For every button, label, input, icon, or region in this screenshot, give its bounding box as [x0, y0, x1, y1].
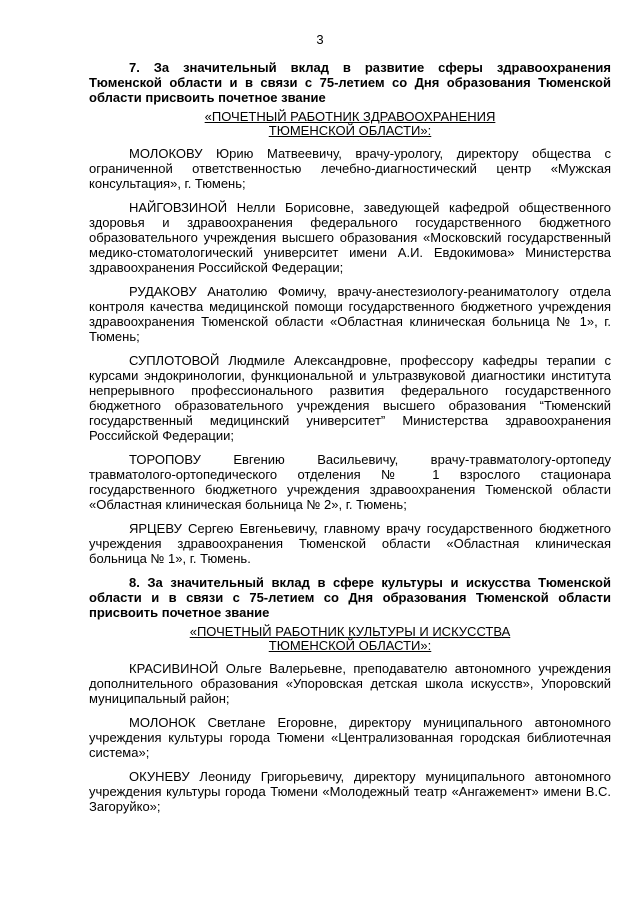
nominee-surname: ЯРЦЕВУ	[129, 521, 182, 536]
nominee-surname: СУПЛОТОВОЙ	[129, 353, 220, 368]
award-title	[89, 625, 611, 653]
award-title	[89, 110, 611, 138]
nominee-details: Светлане Егоровне, директору муниципального автономного учреждения культуры города Тюмени «Централизованная городская библиотечная система»;	[89, 715, 611, 760]
nominee-paragraph	[89, 200, 611, 275]
nominee-surname: ОКУНЕВУ	[129, 769, 190, 784]
award-title-line: «ПОЧЕТНЫЙ РАБОТНИК КУЛЬТУРЫ И ИСКУССТВА	[189, 624, 511, 639]
nominee-paragraph	[89, 769, 611, 814]
nominee-paragraph	[89, 146, 611, 191]
nominee-paragraph	[89, 715, 611, 760]
nominee-details: Людмиле Александровне, профессору кафедры терапии с курсами эндокринологии, функциональной и ультразвуковой диагностики института непрерывного профессионального развития федерального государственного бюджетного образовательного учреждения высшего образования “Тюменский государственный медицинский университет” Министерства здравоохранения Российской Федерации;	[89, 353, 611, 443]
nominee-surname: ТОРОПОВУ	[129, 452, 201, 467]
nominee-details: Сергею Евгеньевичу, главному врачу государственного бюджетного учреждения здравоохранения Тюменской области «Областная клиническая больница № 1», г. Тюмень.	[89, 521, 611, 566]
nominee-details: Анатолию Фомичу, врачу-анестезиологу-реаниматологу отдела контроля качества медицинской помощи государственного бюджетного учреждения здравоохранения Тюменской области «Областная клиническая больница № 1», г. Тюмень;	[89, 284, 611, 344]
document-body	[89, 60, 611, 823]
nominee-paragraph	[89, 521, 611, 566]
nominee-details: Ольге Валерьевне, преподавателю автономного учреждения дополнительного образования «Упоровская детская школа искусств», Упоровский муниципальный район;	[89, 661, 611, 706]
nominee-paragraph	[89, 452, 611, 512]
nominee-details: Леониду Григорьевичу, директору муниципального автономного учреждения культуры города Тюмени «Молодежный театр «Ангажемент» имени В.С. Загоруйко»;	[89, 769, 611, 814]
nominee-paragraph	[89, 661, 611, 706]
nominee-surname: МОЛОНОК	[129, 715, 196, 730]
page-number: 3	[316, 32, 324, 47]
nominee-paragraph	[89, 284, 611, 344]
nominee-paragraph	[89, 353, 611, 443]
nominee-details: Евгению Васильевичу, врачу-травматологу-ортопеду травматолого-ортопедического отделения № 1 взрослого стационара государственного бюджетного учреждения здравоохранения Тюменской области «Областная клиническая больница № 2», г. Тюмень;	[89, 452, 611, 512]
section-heading: 7. За значительный вклад в развитие сферы здравоохранения Тюменской области и в связи с 75-летием со Дня образования Тюменской области присвоить почетное звание	[89, 60, 611, 105]
nominee-surname: МОЛОКОВУ	[129, 146, 203, 161]
section-heading: 8. За значительный вклад в сфере культуры и искусства Тюменской области и в связи с 75-летием со Дня образования Тюменской области присвоить почетное звание	[89, 575, 611, 620]
nominee-details: Нелли Борисовне, заведующей кафедрой общественного здоровья и здравоохранения федерального государственного бюджетного образовательного учреждения высшего образования «Московский государственный медико-стоматологический университет имени А.И. Евдокимова» Министерства здравоохранения Российской Федерации;	[89, 200, 611, 275]
award-title-line: ТЮМЕНСКОЙ ОБЛАСТИ»:	[268, 638, 432, 653]
nominee-surname: РУДАКОВУ	[129, 284, 197, 299]
nominee-surname: НАЙГОВЗИНОЙ	[129, 200, 228, 215]
nominee-surname: КРАСИВИНОЙ	[129, 661, 219, 676]
award-title-line: «ПОЧЕТНЫЙ РАБОТНИК ЗДРАВООХРАНЕНИЯ	[204, 109, 496, 124]
nominee-details: Юрию Матвеевичу, врачу-урологу, директору общества с ограниченной ответственностью лечебно-диагностический центр «Мужская консультация», г. Тюмень;	[89, 146, 611, 191]
award-title-line: ТЮМЕНСКОЙ ОБЛАСТИ»:	[268, 123, 432, 138]
